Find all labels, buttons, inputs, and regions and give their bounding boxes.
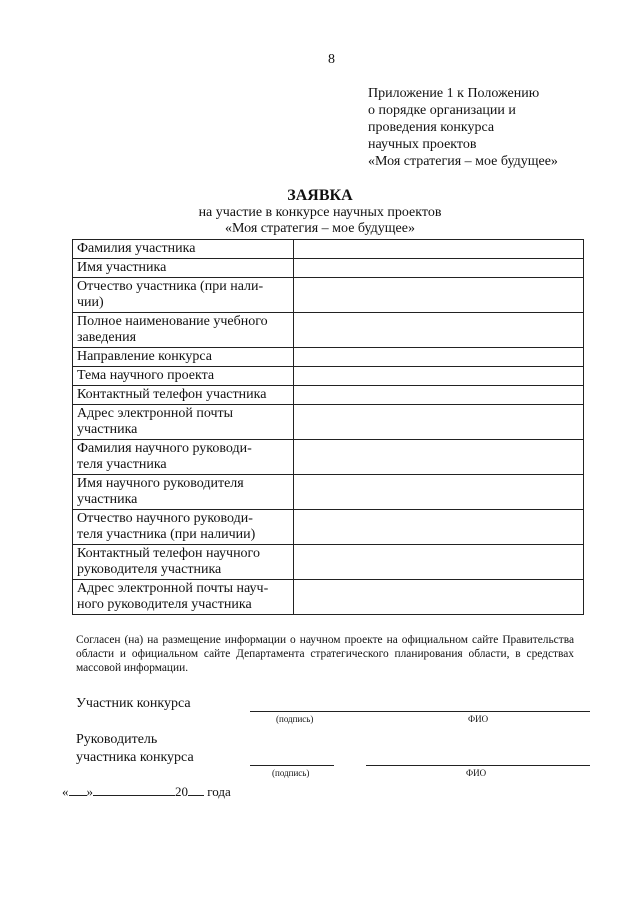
supervisor-signature-line[interactable]	[250, 765, 334, 766]
form-row-label: Отчество участника (при нали- чии)	[73, 278, 294, 313]
subtitle-line: на участие в конкурсе научных проектов	[198, 205, 442, 220]
appendix-line: Приложение 1 к Положению	[368, 86, 540, 101]
form-row	[73, 580, 584, 615]
form-row	[73, 440, 584, 475]
form-row	[73, 278, 584, 313]
form-body	[73, 240, 584, 615]
appendix-note	[368, 85, 608, 170]
form-row-value-field[interactable]	[294, 440, 584, 475]
form-row	[73, 348, 584, 367]
participant-signature-line[interactable]	[250, 711, 590, 712]
document-subtitle	[0, 205, 640, 237]
form-row-value-field[interactable]	[294, 405, 584, 440]
form-row	[73, 510, 584, 545]
form-row	[73, 259, 584, 278]
consent-statement: Согласен (на) на размещение информации о научном проекте на официальном сайте Правительства области и официальном сайте Департамента стратегического планирования области, в средствах массовой информации.	[76, 634, 574, 674]
form-row-value-field[interactable]	[294, 386, 584, 405]
supervisor-signature-caption: (подпись)	[272, 768, 310, 778]
form-row-value-field[interactable]	[294, 545, 584, 580]
appendix-line: «Моя стратегия – мое будущее»	[368, 154, 558, 169]
participant-label: Участник конкурса	[76, 696, 191, 711]
participant-name-caption: ФИО	[468, 714, 489, 724]
form-row	[73, 405, 584, 440]
supervisor-name-caption: ФИО	[466, 768, 487, 778]
day-blank[interactable]	[69, 783, 87, 796]
date-close-quote: »	[86, 784, 93, 799]
form-row-value-field[interactable]	[294, 348, 584, 367]
form-row-label: Контактный телефон научного руководителя участника	[73, 545, 294, 580]
date-open-quote: «	[62, 784, 69, 799]
form-row-label: Направление конкурса	[73, 348, 294, 367]
form-row-label: Адрес электронной почты участника	[73, 405, 294, 440]
form-row-label: Контактный телефон участника	[73, 386, 294, 405]
form-row-value-field[interactable]	[294, 278, 584, 313]
document-title: ЗАЯВКА	[287, 187, 353, 204]
year-prefix: 20	[175, 784, 188, 799]
form-row-label: Тема научного проекта	[73, 367, 294, 386]
form-row-value-field[interactable]	[294, 510, 584, 545]
supervisor-label-line: Руководитель	[76, 732, 158, 747]
appendix-line: проведения конкурса	[368, 120, 495, 135]
form-row-value-field[interactable]	[294, 367, 584, 386]
form-row-label: Фамилия научного руководи- теля участника	[73, 440, 294, 475]
appendix-line: научных проектов	[368, 137, 477, 152]
participant-signature-caption: (подпись)	[276, 714, 314, 724]
form-row-label: Имя участника	[73, 259, 294, 278]
form-row-value-field[interactable]	[294, 240, 584, 259]
form-row	[73, 313, 584, 348]
appendix-line: о порядке организации и	[368, 103, 516, 118]
form-row	[73, 386, 584, 405]
application-form-table	[72, 239, 584, 615]
supervisor-label-line: участника конкурса	[76, 750, 194, 765]
form-row-value-field[interactable]	[294, 313, 584, 348]
date-line	[62, 783, 231, 800]
year-suffix: года	[207, 784, 231, 799]
form-row-label: Фамилия участника	[73, 240, 294, 259]
subtitle-line: «Моя стратегия – мое будущее»	[225, 221, 415, 236]
page-number: 8	[328, 52, 335, 67]
form-row-label: Отчество научного руководи- теля участника (при наличии)	[73, 510, 294, 545]
form-row	[73, 475, 584, 510]
supervisor-name-line[interactable]	[366, 765, 590, 766]
year-blank[interactable]	[188, 783, 204, 796]
form-row-value-field[interactable]	[294, 259, 584, 278]
supervisor-label	[76, 731, 194, 767]
form-row-value-field[interactable]	[294, 475, 584, 510]
form-row-label: Адрес электронной почты науч- ного руководителя участника	[73, 580, 294, 615]
form-row	[73, 545, 584, 580]
form-row-value-field[interactable]	[294, 580, 584, 615]
form-row-label: Имя научного руководителя участника	[73, 475, 294, 510]
form-row	[73, 240, 584, 259]
form-row-label: Полное наименование учебного заведения	[73, 313, 294, 348]
month-blank[interactable]	[93, 783, 175, 796]
form-row	[73, 367, 584, 386]
